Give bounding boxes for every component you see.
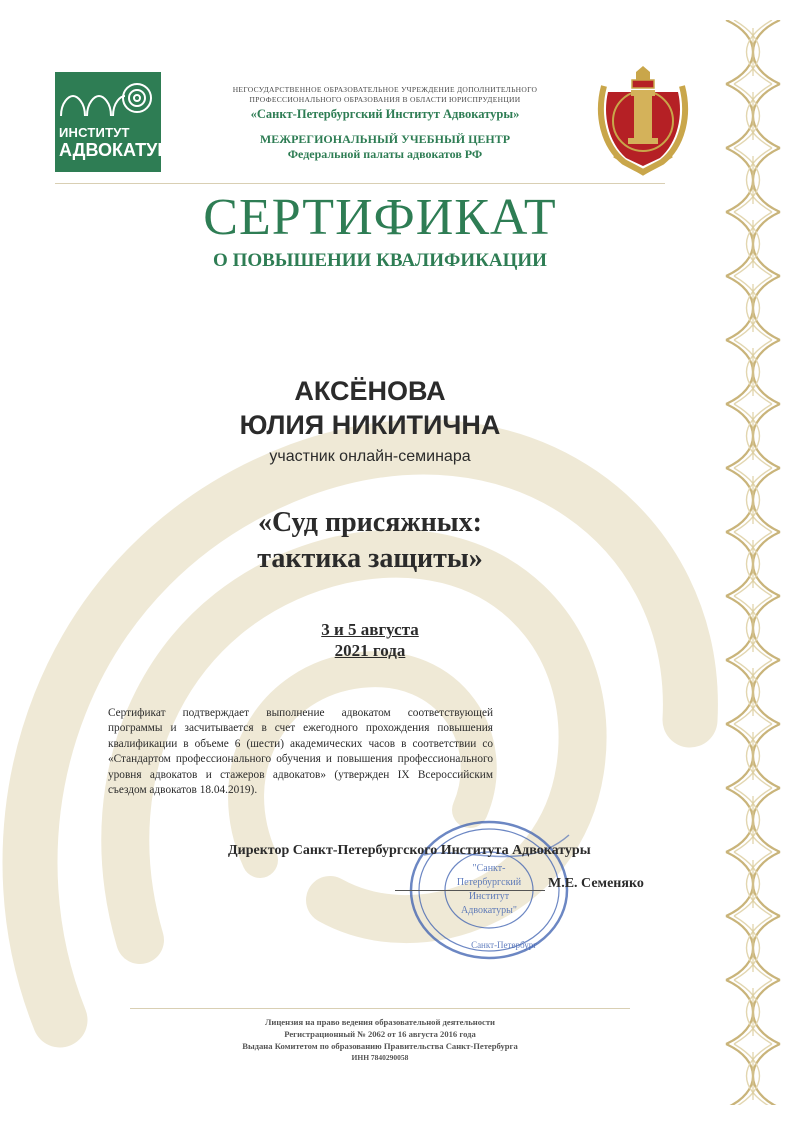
course-line2: тактика защиты» xyxy=(257,543,483,574)
license-footer xyxy=(120,1016,640,1064)
bar-association-emblem-icon xyxy=(594,66,692,178)
logo-arches-icon xyxy=(55,72,161,126)
logo-line2: АДВОКАТУРЫ xyxy=(59,140,187,160)
signature-line xyxy=(395,890,545,891)
director-name: М.Е. Семеняко xyxy=(548,876,644,891)
stamp-city: Санкт-Петербург xyxy=(471,940,537,950)
header-line1: НЕГОСУДАРСТВЕННОЕ ОБРАЗОВАТЕЛЬНОЕ УЧРЕЖДЕНИЕ ДОПОЛНИТЕЛЬНОГО xyxy=(232,85,538,94)
institute-name: «Санкт-Петербургский Институт Адвокатуры» xyxy=(250,107,520,121)
footer-line2: Регистрационный № 2062 от 16 августа 2016 года xyxy=(284,1029,476,1039)
header-divider xyxy=(55,183,665,184)
recipient-name xyxy=(0,374,740,442)
director-title: Директор Санкт-Петербургского Института Адвокатуры xyxy=(228,843,591,858)
header xyxy=(190,85,580,162)
stamp-line3: Институт xyxy=(468,891,510,902)
logo-line1: ИНСТИТУТ xyxy=(59,125,130,140)
certificate-title: СЕРТИФИКАТ xyxy=(203,189,557,246)
institute-logo xyxy=(55,72,187,172)
stamp-line2: Петербургский xyxy=(456,877,522,888)
footer-divider xyxy=(130,1008,630,1009)
footer-line3: Выдана Комитетом по образованию Правительства Санкт-Петербурга xyxy=(242,1041,518,1051)
stamp-line1: "Санкт- xyxy=(472,863,506,874)
course-title xyxy=(0,505,740,577)
header-line2: ПРОФЕССИОНАЛЬНОГО ОБРАЗОВАНИЯ В ОБЛАСТИ ЮРИСПРУДЕНЦИИ xyxy=(249,95,521,104)
footer-line4: ИНН 7840290058 xyxy=(351,1053,409,1062)
recipient-role: участник онлайн-семинара xyxy=(269,448,471,465)
center-line2: Федеральной палаты адвокатов РФ xyxy=(287,147,483,161)
seminar-dates xyxy=(0,619,740,661)
certificate-subtitle: О ПОВЫШЕНИИ КВАЛИФИКАЦИИ xyxy=(213,250,547,271)
center-line1: МЕЖРЕГИОНАЛЬНЫЙ УЧЕБНЫЙ ЦЕНТР xyxy=(259,132,511,146)
dates-line2: 2021 года xyxy=(334,641,406,660)
footer-line1: Лицензия на право ведения образовательной деятельности xyxy=(265,1017,495,1027)
certificate-body-text: Сертификат подтверждает выполнение адвокатом соответствующей программы и засчитывается в счет ежегодного прохождения повышения квалификации в объеме 6 (шести) академических часов в соответствии со «Стандартом профессионального обучения и повышения профессионального уровня адвокатов и стажеров адвокатов» (утвержден IX Всероссийским съездом адвокатов 18.04.2019). xyxy=(108,707,493,797)
course-line1: «Суд присяжных: xyxy=(258,507,482,538)
recipient-given-names: ЮЛИЯ НИКИТИЧНА xyxy=(239,410,501,440)
recipient-surname: АКСЁНОВА xyxy=(294,376,446,406)
stamp-line4: Адвокатуры" xyxy=(461,905,517,916)
dates-line1: 3 и 5 августа xyxy=(321,620,419,639)
